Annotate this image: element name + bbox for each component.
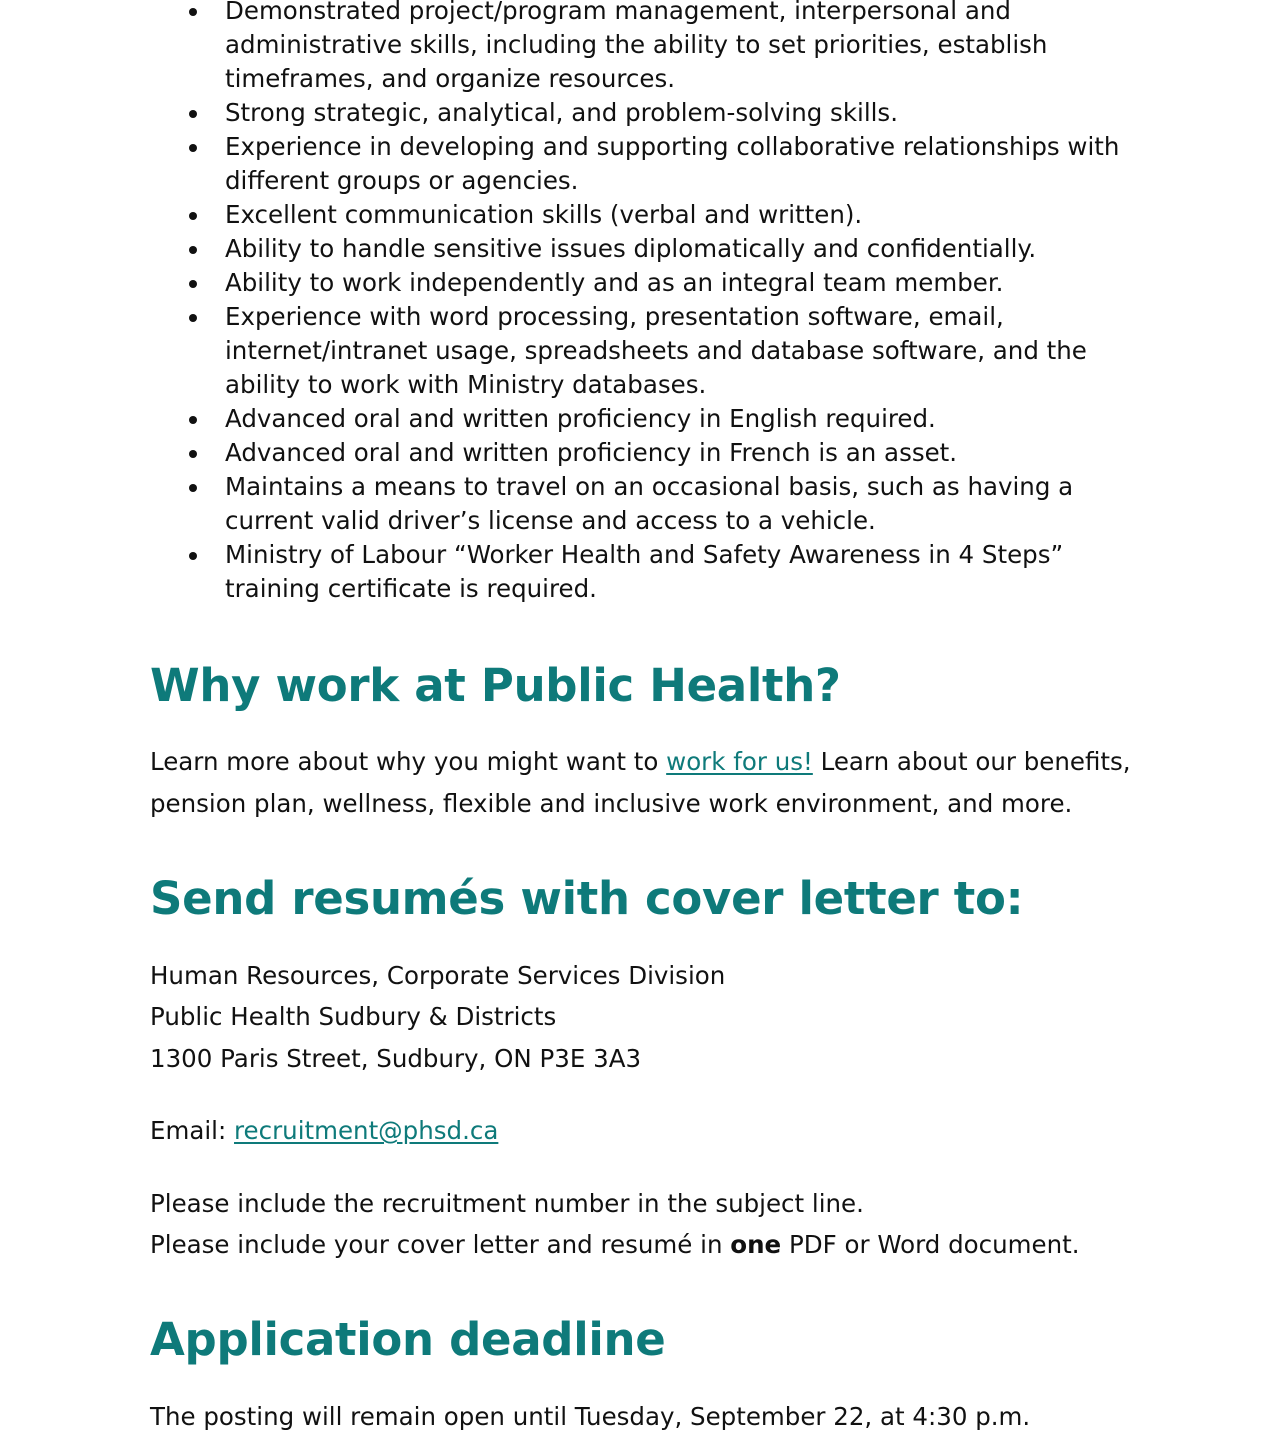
- bullet-icon: [189, 280, 197, 288]
- address-line-2: Public Health Sudbury & Districts: [150, 1002, 557, 1031]
- qualifications-list: [187, 0, 1132, 606]
- bullet-icon: [189, 144, 197, 152]
- email-link[interactable]: recruitment@phsd.ca: [234, 1116, 499, 1145]
- list-item: Ministry of Labour “Worker Health and Safety Awareness in 4 Steps” training certificate is required.: [187, 538, 1132, 606]
- address-line-1: Human Resources, Corporate Services Division: [150, 961, 726, 990]
- bullet-icon: [189, 314, 197, 322]
- why-work-paragraph: Learn more about why you might want to work for us! Learn about our benefits, pension plan, wellness, flexible and inclusive work environment, and more.: [150, 747, 1131, 818]
- bullet-icon: [189, 246, 197, 254]
- email-line: Email: recruitment@phsd.ca: [150, 1116, 499, 1145]
- list-item: Excellent communication skills (verbal and written).: [187, 198, 1132, 232]
- bullet-icon: [189, 8, 197, 16]
- bullet-icon: [189, 416, 197, 424]
- why-work-heading: Why work at Public Health?: [150, 659, 841, 712]
- list-item: Advanced oral and written proficiency in French is an asset.: [187, 436, 1132, 470]
- bullet-icon: [189, 212, 197, 220]
- list-item: Demonstrated project/program management, interpersonal and administrative skills, including the ability to set priorities, establish timeframes, and organize resources.: [187, 0, 1132, 96]
- list-item: Strong strategic, analytical, and problem-solving skills.: [187, 96, 1132, 130]
- list-item: Ability to work independently and as an integral team member.: [187, 266, 1132, 300]
- deadline-text: The posting will remain open until Tuesday, September 22, at 4:30 p.m.: [150, 1402, 1031, 1431]
- list-item: Ability to handle sensitive issues diplomatically and confidentially.: [187, 232, 1132, 266]
- bullet-icon: [189, 552, 197, 560]
- subject-line-note: Please include the recruitment number in the subject line.: [150, 1189, 864, 1218]
- application-deadline-heading: Application deadline: [150, 1313, 666, 1366]
- list-item: Experience in developing and supporting collaborative relationships with different groups or agencies.: [187, 130, 1132, 198]
- bullet-icon: [189, 110, 197, 118]
- work-for-us-link[interactable]: work for us!: [666, 747, 813, 776]
- list-item: Advanced oral and written proficiency in English required.: [187, 402, 1132, 436]
- list-item: Experience with word processing, presentation software, email, internet/intranet usage, spreadsheets and database software, and the ability to work with Ministry databases.: [187, 300, 1132, 402]
- bullet-icon: [189, 484, 197, 492]
- send-resumes-heading: Send resumés with cover letter to:: [150, 872, 1024, 925]
- list-item: Maintains a means to travel on an occasional basis, such as having a current valid driver’s license and access to a vehicle.: [187, 470, 1132, 538]
- document-format-note: Please include your cover letter and resumé in one PDF or Word document.: [150, 1230, 1080, 1259]
- address-line-3: 1300 Paris Street, Sudbury, ON P3E 3A3: [150, 1044, 642, 1073]
- bullet-icon: [189, 450, 197, 458]
